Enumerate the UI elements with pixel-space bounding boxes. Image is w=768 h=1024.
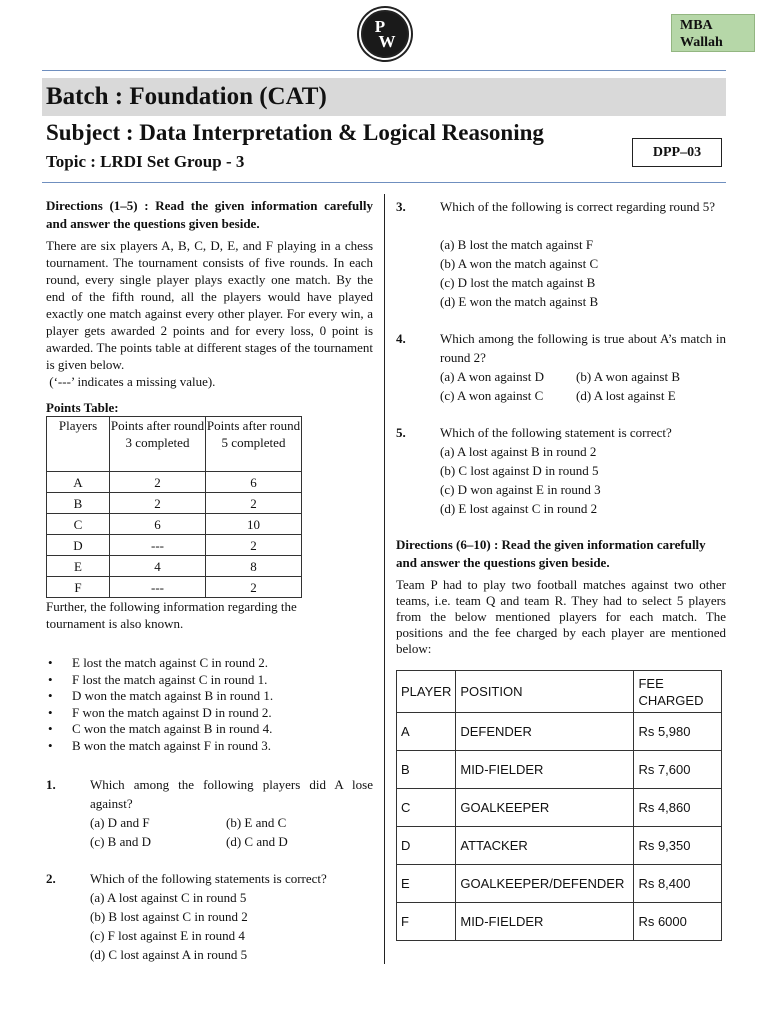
fee-cell: C	[397, 789, 456, 827]
pt-cell: 2	[206, 577, 302, 598]
pt-cell: B	[47, 493, 110, 514]
table-row	[397, 903, 722, 941]
pt-cell: 6	[206, 472, 302, 493]
pt-cell: F	[47, 577, 110, 598]
q3-number: 3.	[396, 199, 406, 214]
table-row	[47, 556, 302, 577]
batch-title: Batch : Foundation (CAT)	[42, 78, 726, 116]
q3-option-d[interactable]: (d) E won the match against B	[440, 294, 599, 309]
table-row	[47, 577, 302, 598]
q1-option-a[interactable]: (a) D and F	[90, 815, 150, 830]
q1-number: 1.	[46, 777, 56, 792]
fee-cell: E	[397, 865, 456, 903]
fee-cell: Rs 8,400	[634, 865, 722, 903]
missing-note: (‘---’ indicates a missing value).	[46, 374, 216, 389]
further-info: Further, the following information regarding the tournament is also known.	[46, 599, 297, 631]
players-fee-table	[396, 670, 722, 941]
pt-cell: 2	[110, 493, 206, 514]
q5-number: 5.	[396, 425, 406, 440]
directions-6-10: Directions (6–10) : Read the given information carefully and answer the questions given beside.	[396, 537, 706, 570]
header-divider	[42, 70, 726, 71]
question-2	[46, 869, 373, 964]
table-row	[47, 535, 302, 556]
list-item: • F won the match against D in round 2.	[72, 705, 373, 722]
q2-text: Which of the following statements is correct?	[90, 871, 327, 886]
fee-cell: B	[397, 751, 456, 789]
fee-header-charged: FEE CHARGED	[634, 671, 722, 713]
fee-header-position: POSITION	[456, 671, 634, 713]
q2-option-c[interactable]: (c) F lost against E in round 4	[90, 928, 245, 943]
q4-option-a[interactable]: (a) A won against D	[440, 369, 544, 384]
q4-option-c[interactable]: (c) A won against C	[440, 388, 544, 403]
q2-number: 2.	[46, 871, 56, 886]
mba-wallah-badge	[671, 14, 755, 52]
pt-cell: ---	[110, 535, 206, 556]
column-divider	[384, 194, 385, 964]
q2-option-d[interactable]: (d) C lost against A in round 5	[90, 947, 248, 962]
q2-option-b[interactable]: (b) B lost against C in round 2	[90, 909, 248, 924]
pt-cell: 10	[206, 514, 302, 535]
pt-cell: 8	[206, 556, 302, 577]
table-row	[47, 493, 302, 514]
question-1	[46, 775, 373, 855]
table-row	[397, 865, 722, 903]
q5-option-c[interactable]: (c) D won against E in round 3	[440, 482, 601, 497]
q4-number: 4.	[396, 331, 406, 346]
fee-cell: Rs 4,860	[634, 789, 722, 827]
topic-title: Topic : LRDI Set Group - 3	[46, 152, 245, 171]
q3-option-b[interactable]: (b) A won the match against C	[440, 256, 599, 271]
pt-cell: 2	[206, 493, 302, 514]
set1-intro: There are six players A, B, C, D, E, and F playing in a chess tournament. The tournament consists of five rounds. In each round, every single player plays exactly one match. By the end of the fifth round, all the players would have played exactly one match against every other player. For every win, a player gets awarded 2 points and for every loss, 0 point is awarded. The points table at different stages of the tournament is given below.	[46, 238, 373, 372]
list-item: • C won the match against B in round 4.	[72, 721, 373, 738]
fee-cell: GOALKEEPER	[456, 789, 634, 827]
q3-text: Which of the following is correct regarding round 5?	[440, 199, 716, 214]
q4-text: Which among the following is true about A’s match in round 2?	[440, 331, 726, 365]
pw-logo	[359, 8, 411, 60]
fee-cell: Rs 6000	[634, 903, 722, 941]
fee-cell: A	[397, 713, 456, 751]
directions-1-5: Directions (1–5) : Read the given information carefully and answer the questions given beside.	[46, 198, 373, 231]
set2-block	[396, 536, 726, 657]
fee-cell: ATTACKER	[456, 827, 634, 865]
table-row	[397, 713, 722, 751]
points-table-title: Points Table:	[46, 400, 119, 415]
list-item: • B won the match against F in round 3.	[72, 738, 373, 755]
pw-logo-icon	[361, 10, 409, 58]
q1-option-b[interactable]: (b) E and C	[226, 815, 287, 830]
pt-cell: 6	[110, 514, 206, 535]
pt-header-round3: Points after round 3 completed	[110, 417, 206, 472]
facts-list	[46, 655, 373, 754]
dpp-label: DPP–03	[632, 138, 722, 167]
fee-cell: Rs 9,350	[634, 827, 722, 865]
facts-list-wrap	[46, 655, 373, 754]
pt-cell: A	[47, 472, 110, 493]
svg-text:W: W	[378, 32, 396, 51]
table-row	[397, 789, 722, 827]
table-row	[397, 751, 722, 789]
q4-option-b[interactable]: (b) A won against B	[576, 369, 680, 384]
section-divider	[42, 182, 726, 183]
svg-text:P: P	[374, 17, 386, 36]
subject-title: Subject : Data Interpretation & Logical Reasoning	[46, 120, 544, 145]
list-item: • D won the match against B in round 1.	[72, 688, 373, 705]
fee-cell: D	[397, 827, 456, 865]
fee-cell: MID-FIELDER	[456, 751, 634, 789]
fee-cell: Rs 5,980	[634, 713, 722, 751]
question-5	[396, 423, 726, 518]
q5-option-a[interactable]: (a) A lost against B in round 2	[440, 444, 597, 459]
q5-option-b[interactable]: (b) C lost against D in round 5	[440, 463, 599, 478]
table-row	[47, 514, 302, 535]
pt-cell: E	[47, 556, 110, 577]
q3-option-a[interactable]: (a) B lost the match against F	[440, 237, 594, 252]
fee-cell: MID-FIELDER	[456, 903, 634, 941]
q5-text: Which of the following statement is correct?	[440, 425, 672, 440]
list-item: • F lost the match against C in round 1.	[72, 672, 373, 689]
table-row	[397, 827, 722, 865]
list-item: • E lost the match against C in round 2.	[72, 655, 373, 672]
left-column	[46, 197, 373, 632]
table-row	[47, 472, 302, 493]
fee-cell: GOALKEEPER/DEFENDER	[456, 865, 634, 903]
q5-option-d[interactable]: (d) E lost against C in round 2	[440, 501, 598, 516]
question-3	[396, 197, 726, 312]
pt-header-players: Players	[47, 417, 110, 472]
fee-header-player: PLAYER	[397, 671, 456, 713]
pt-cell: 2	[110, 472, 206, 493]
q1-option-d[interactable]: (d) C and D	[226, 834, 288, 849]
pt-cell: 2	[206, 535, 302, 556]
pt-cell: D	[47, 535, 110, 556]
q4-option-d[interactable]: (d) A lost against E	[576, 388, 676, 403]
fee-cell: Rs 7,600	[634, 751, 722, 789]
q1-option-c[interactable]: (c) B and D	[90, 834, 152, 849]
points-table	[46, 416, 302, 598]
pt-header-round5: Points after round 5 completed	[206, 417, 302, 472]
question-4	[396, 329, 726, 409]
badge-line-2: Wallah	[680, 35, 723, 50]
fee-cell: DEFENDER	[456, 713, 634, 751]
pt-cell: C	[47, 514, 110, 535]
q1-text: Which among the following players did A lose against?	[90, 777, 373, 811]
pt-cell: ---	[110, 577, 206, 598]
set2-intro: Team P had to play two football matches against two other teams, i.e. team Q and team R. They had to select 5 players from the below mentioned players for each match. The positions and the fee charged by each player are mentioned below:	[396, 577, 726, 656]
q3-option-c[interactable]: (c) D lost the match against B	[440, 275, 596, 290]
pt-cell: 4	[110, 556, 206, 577]
fee-cell: F	[397, 903, 456, 941]
q2-option-a[interactable]: (a) A lost against C in round 5	[90, 890, 247, 905]
badge-line-1: MBA	[680, 18, 713, 33]
